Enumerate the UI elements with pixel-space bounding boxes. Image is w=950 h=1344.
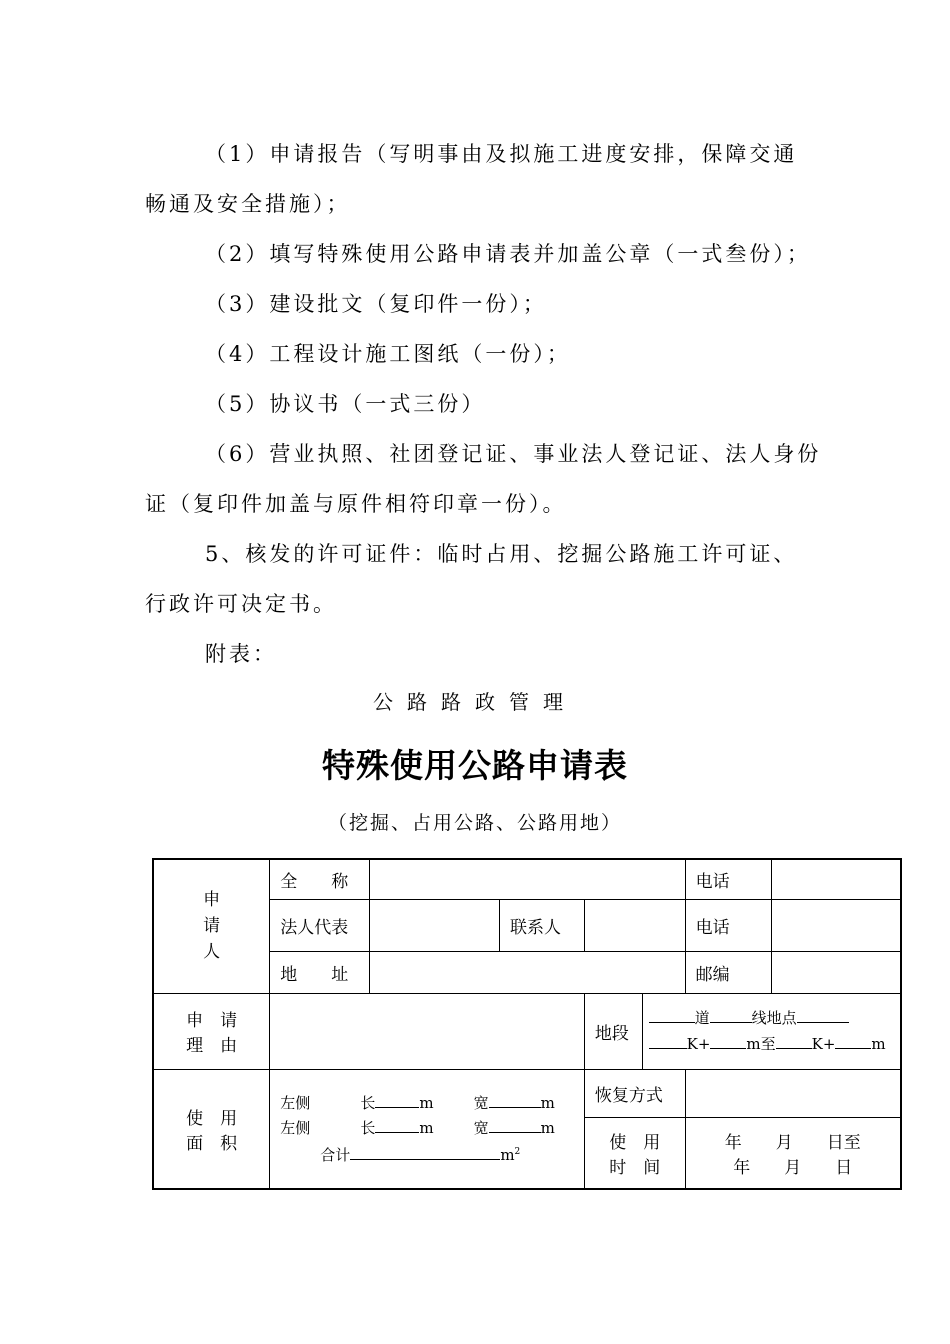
reason-field[interactable] bbox=[270, 993, 585, 1069]
contact-field[interactable] bbox=[584, 899, 685, 951]
paragraph-1-line-1: （1）申请报告（写明事由及拟施工进度安排，保障交通 bbox=[205, 142, 798, 166]
appendix-label: 附表： bbox=[205, 642, 277, 666]
application-form-table bbox=[152, 858, 902, 1190]
paragraph-6-line-1: （6）营业执照、社团登记证、事业法人登记证、法人身份 bbox=[205, 442, 822, 466]
road-section-field[interactable]: 道 线地点 K+ m至 K+ m bbox=[642, 993, 901, 1069]
restore-method-field[interactable] bbox=[685, 1069, 901, 1117]
restore-method-label: 恢复方式 bbox=[584, 1069, 685, 1117]
applicant-section-label: 申请人 bbox=[153, 859, 270, 993]
phone-2-label: 电话 bbox=[685, 899, 771, 951]
phone-field[interactable] bbox=[771, 859, 901, 899]
paragraph-4: （4）工程设计施工图纸（一份）； bbox=[205, 342, 571, 366]
paragraph-2: （2）填写特殊使用公路申请表并加盖公章（一式叁份）； bbox=[205, 242, 811, 266]
form-pre-title: 公路路政管理 bbox=[373, 690, 577, 714]
usage-area-label: 使 用 面 积 bbox=[153, 1069, 270, 1189]
address-field[interactable] bbox=[370, 951, 685, 993]
reason-label: 申 请 理 由 bbox=[153, 993, 270, 1069]
usage-time-field[interactable]: 年 月 日至 年 月 日 bbox=[685, 1117, 901, 1189]
paragraph-5: （5）协议书（一式三份） bbox=[205, 392, 486, 416]
paragraph-7-line-2: 行政许可决定书。 bbox=[145, 592, 337, 616]
paragraph-6-line-2: 证（复印件加盖与原件相符印章一份）。 bbox=[145, 492, 567, 516]
form-title: 特殊使用公路申请表 bbox=[322, 746, 628, 785]
phone-label: 电话 bbox=[685, 859, 771, 899]
form-subtitle: （挖掘、占用公路、公路用地） bbox=[327, 812, 622, 834]
legal-rep-field[interactable] bbox=[370, 899, 500, 951]
paragraph-3: （3）建设批文（复印件一份）； bbox=[205, 292, 547, 316]
address-label: 地 址 bbox=[270, 951, 370, 993]
postcode-field[interactable] bbox=[771, 951, 901, 993]
contact-label: 联系人 bbox=[500, 899, 585, 951]
paragraph-7-line-1: 5、核发的许可证件：临时占用、挖掘公路施工许可证、 bbox=[205, 542, 798, 566]
postcode-label: 邮编 bbox=[685, 951, 771, 993]
full-name-field[interactable] bbox=[370, 859, 685, 899]
full-name-label: 全 称 bbox=[270, 859, 370, 899]
road-section-label: 地段 bbox=[584, 993, 642, 1069]
phone-2-field[interactable] bbox=[771, 899, 901, 951]
legal-rep-label: 法人代表 bbox=[270, 899, 370, 951]
usage-area-field[interactable]: 左侧 长 m 宽 m 左侧 长 m 宽 m 合计 $m^2$ bbox=[270, 1069, 585, 1189]
usage-time-label: 使 用 时 间 bbox=[584, 1117, 685, 1189]
paragraph-1-line-2: 畅通及安全措施）； bbox=[145, 192, 351, 216]
